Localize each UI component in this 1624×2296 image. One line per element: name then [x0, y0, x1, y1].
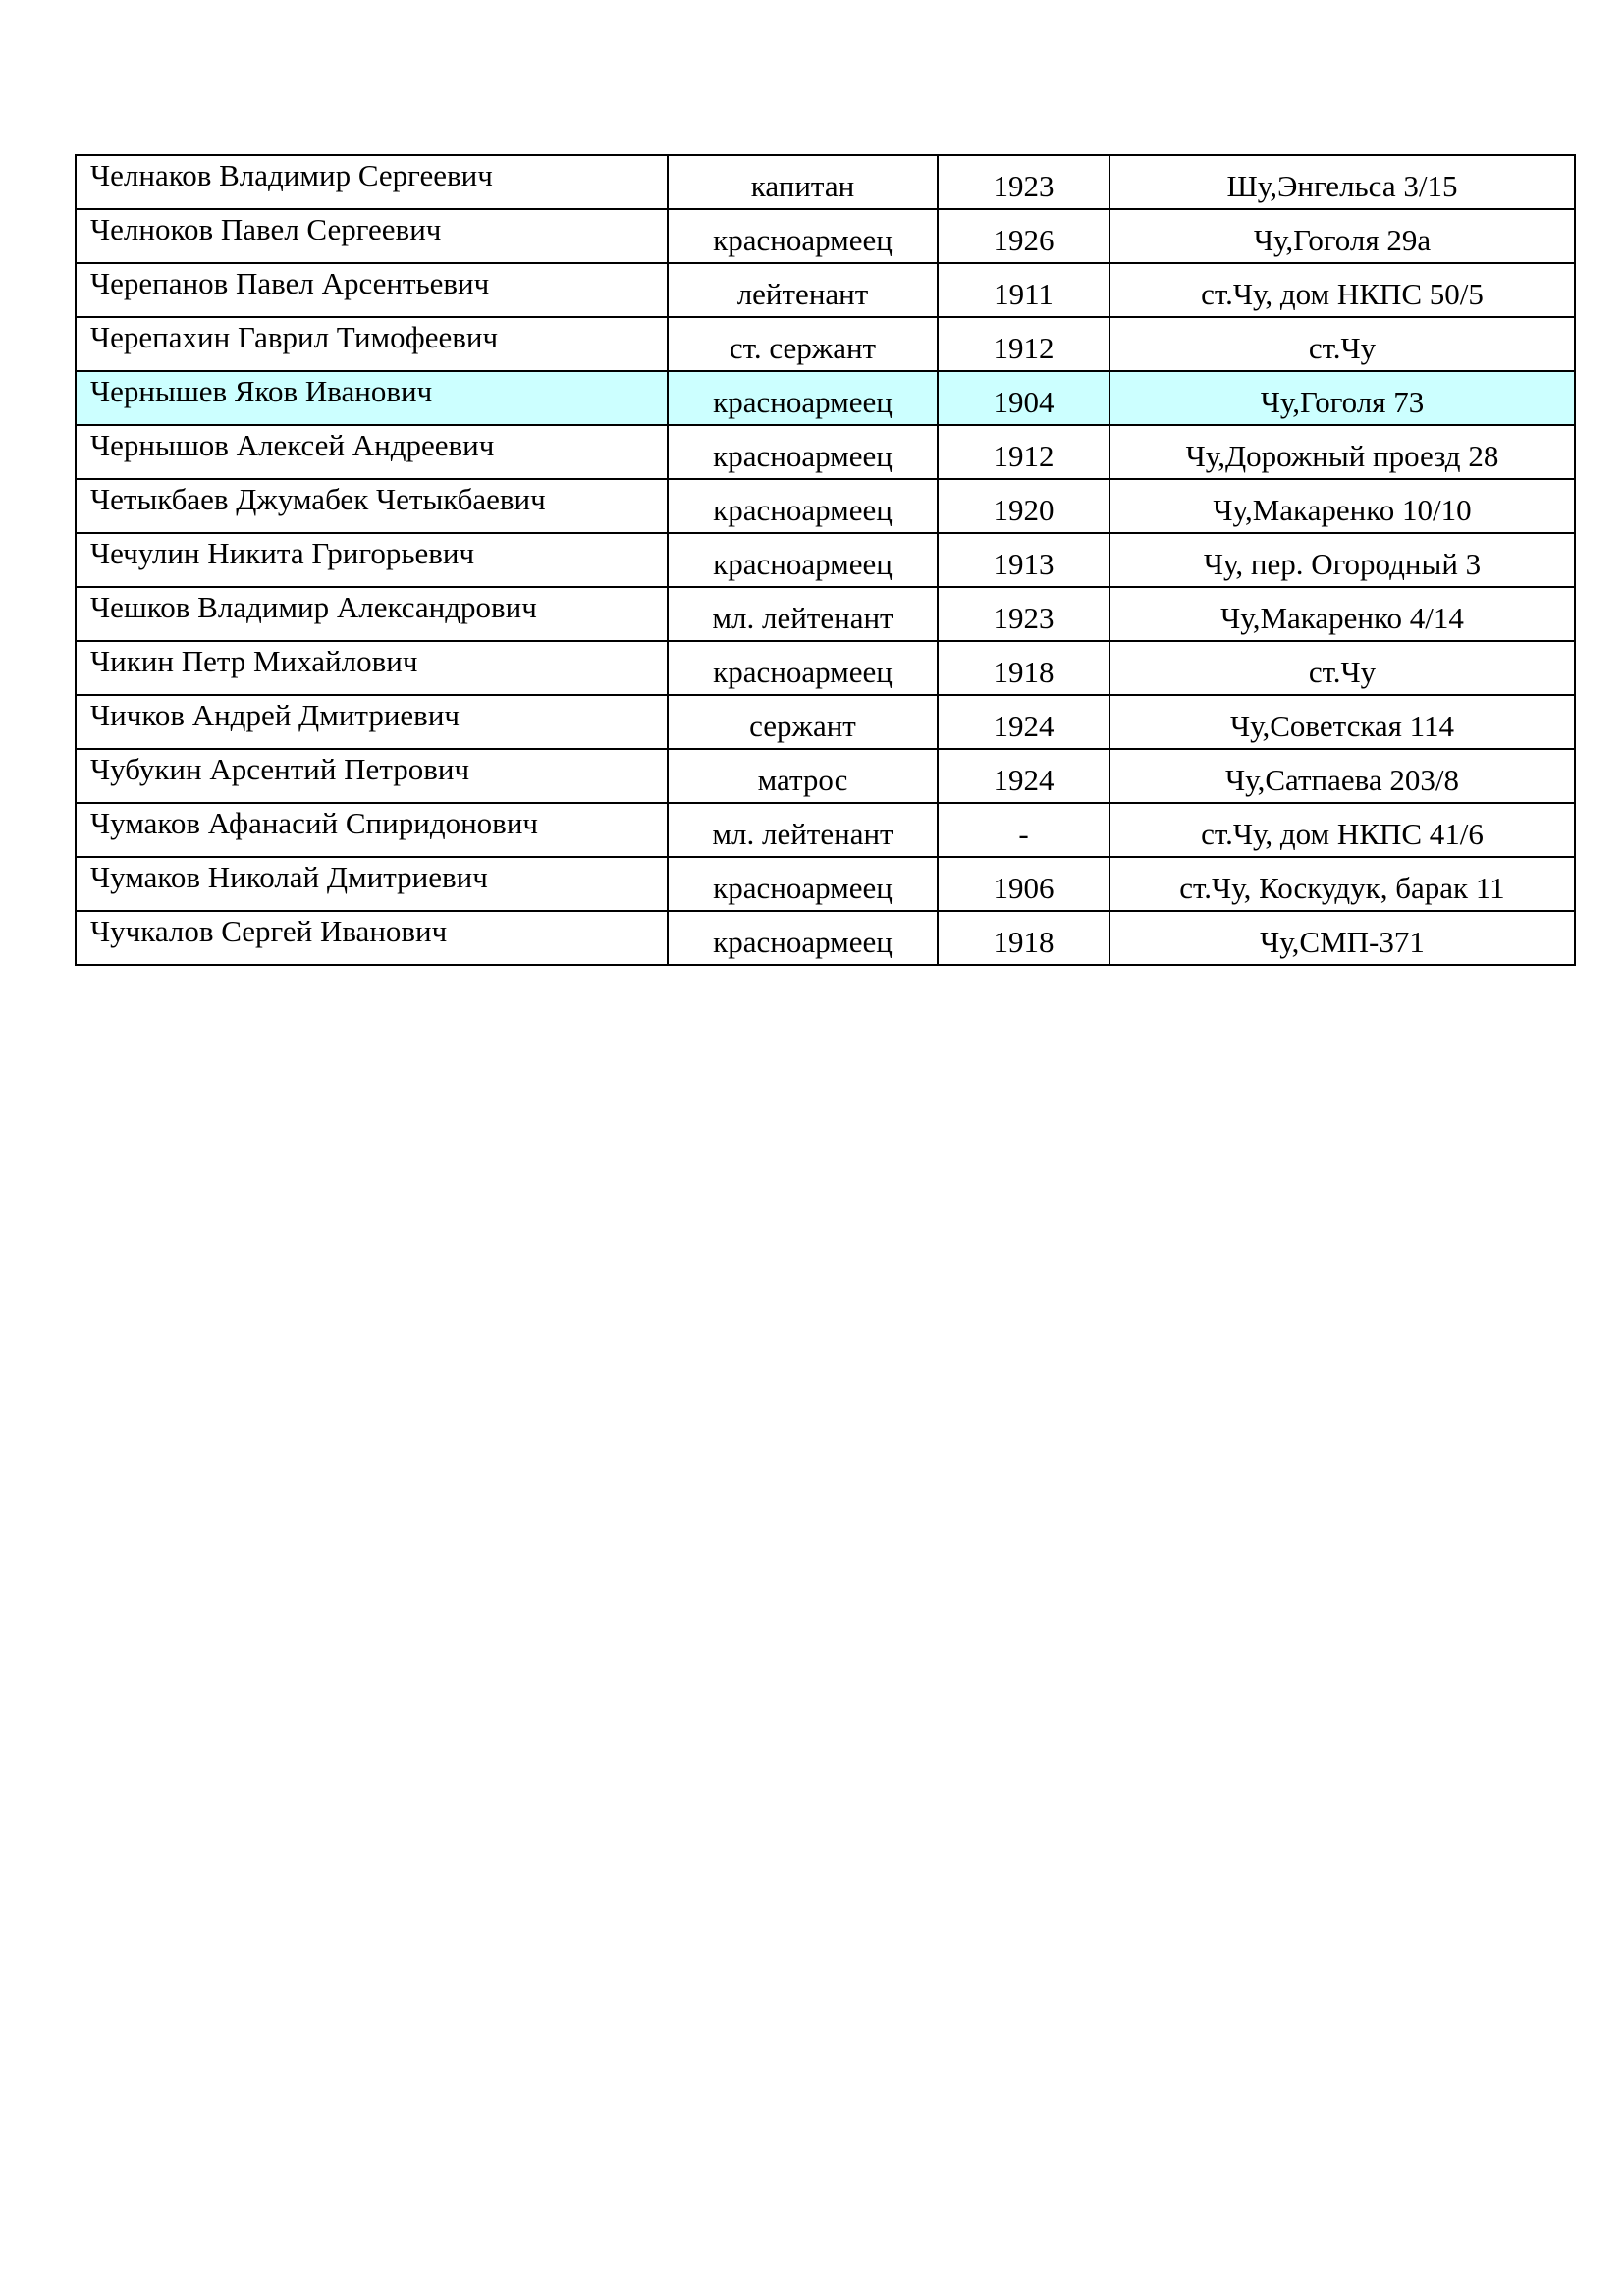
name-cell: Чучкалов Сергей Иванович: [76, 911, 668, 965]
name-cell: Чешков Владимир Александрович: [76, 587, 668, 641]
birth-year-cell: 1923: [938, 155, 1110, 209]
birth-year-cell: 1911: [938, 263, 1110, 317]
address-cell: Чу, пер. Огородный 3: [1110, 533, 1575, 587]
address-cell: Чу,Дорожный проезд 28: [1110, 425, 1575, 479]
table-row: [76, 533, 1575, 587]
table-row: [76, 695, 1575, 749]
name-cell: Черепахин Гаврил Тимофеевич: [76, 317, 668, 371]
birth-year-cell: 1918: [938, 641, 1110, 695]
name-cell: Чечулин Никита Григорьевич: [76, 533, 668, 587]
rank-cell: красноармеец: [668, 641, 938, 695]
birth-year-cell: 1923: [938, 587, 1110, 641]
rank-cell: мл. лейтенант: [668, 803, 938, 857]
table-row: [76, 803, 1575, 857]
address-cell: Чу,СМП-371: [1110, 911, 1575, 965]
name-cell: Чичков Андрей Дмитриевич: [76, 695, 668, 749]
rank-cell: красноармеец: [668, 425, 938, 479]
rank-cell: красноармеец: [668, 209, 938, 263]
birth-year-cell: 1913: [938, 533, 1110, 587]
table-row: [76, 425, 1575, 479]
table-row: [76, 479, 1575, 533]
roster-table: [75, 154, 1576, 966]
table-row: [76, 749, 1575, 803]
roster-body: [76, 155, 1575, 965]
address-cell: Чу,Макаренко 10/10: [1110, 479, 1575, 533]
table-row: [76, 857, 1575, 911]
rank-cell: капитан: [668, 155, 938, 209]
table-row: [76, 587, 1575, 641]
birth-year-cell: 1924: [938, 695, 1110, 749]
name-cell: Чумаков Афанасий Спиридонович: [76, 803, 668, 857]
table-row: [76, 209, 1575, 263]
name-cell: Четыкбаев Джумабек Четыкбаевич: [76, 479, 668, 533]
rank-cell: красноармеец: [668, 857, 938, 911]
table-row: [76, 317, 1575, 371]
birth-year-cell: 1920: [938, 479, 1110, 533]
name-cell: Чикин Петр Михайлович: [76, 641, 668, 695]
address-cell: Чу,Советская 114: [1110, 695, 1575, 749]
name-cell: Черепанов Павел Арсентьевич: [76, 263, 668, 317]
name-cell: Челнаков Владимир Сергеевич: [76, 155, 668, 209]
rank-cell: сержант: [668, 695, 938, 749]
rank-cell: красноармеец: [668, 479, 938, 533]
name-cell: Чернышев Яков Иванович: [76, 371, 668, 425]
birth-year-cell: 1926: [938, 209, 1110, 263]
address-cell: Чу,Макаренко 4/14: [1110, 587, 1575, 641]
address-cell: ст.Чу, Коскудук, барак 11: [1110, 857, 1575, 911]
address-cell: Шу,Энгельса 3/15: [1110, 155, 1575, 209]
name-cell: Челноков Павел Сергеевич: [76, 209, 668, 263]
address-cell: ст.Чу: [1110, 641, 1575, 695]
rank-cell: лейтенант: [668, 263, 938, 317]
name-cell: Чумаков Николай Дмитриевич: [76, 857, 668, 911]
rank-cell: мл. лейтенант: [668, 587, 938, 641]
rank-cell: ст. сержант: [668, 317, 938, 371]
rank-cell: матрос: [668, 749, 938, 803]
address-cell: Чу,Сатпаева 203/8: [1110, 749, 1575, 803]
name-cell: Чубукин Арсентий Петрович: [76, 749, 668, 803]
rank-cell: красноармеец: [668, 533, 938, 587]
table-row: [76, 641, 1575, 695]
address-cell: ст.Чу: [1110, 317, 1575, 371]
birth-year-cell: 1918: [938, 911, 1110, 965]
address-cell: Чу,Гоголя 73: [1110, 371, 1575, 425]
birth-year-cell: 1912: [938, 425, 1110, 479]
birth-year-cell: 1904: [938, 371, 1110, 425]
table-row: [76, 155, 1575, 209]
address-cell: ст.Чу, дом НКПС 50/5: [1110, 263, 1575, 317]
address-cell: Чу,Гоголя 29а: [1110, 209, 1575, 263]
table-row-highlighted: [76, 371, 1575, 425]
address-cell: ст.Чу, дом НКПС 41/6: [1110, 803, 1575, 857]
birth-year-cell: -: [938, 803, 1110, 857]
rank-cell: красноармеец: [668, 371, 938, 425]
name-cell: Чернышов Алексей Андреевич: [76, 425, 668, 479]
birth-year-cell: 1906: [938, 857, 1110, 911]
table-row: [76, 911, 1575, 965]
rank-cell: красноармеец: [668, 911, 938, 965]
table-row: [76, 263, 1575, 317]
birth-year-cell: 1912: [938, 317, 1110, 371]
birth-year-cell: 1924: [938, 749, 1110, 803]
